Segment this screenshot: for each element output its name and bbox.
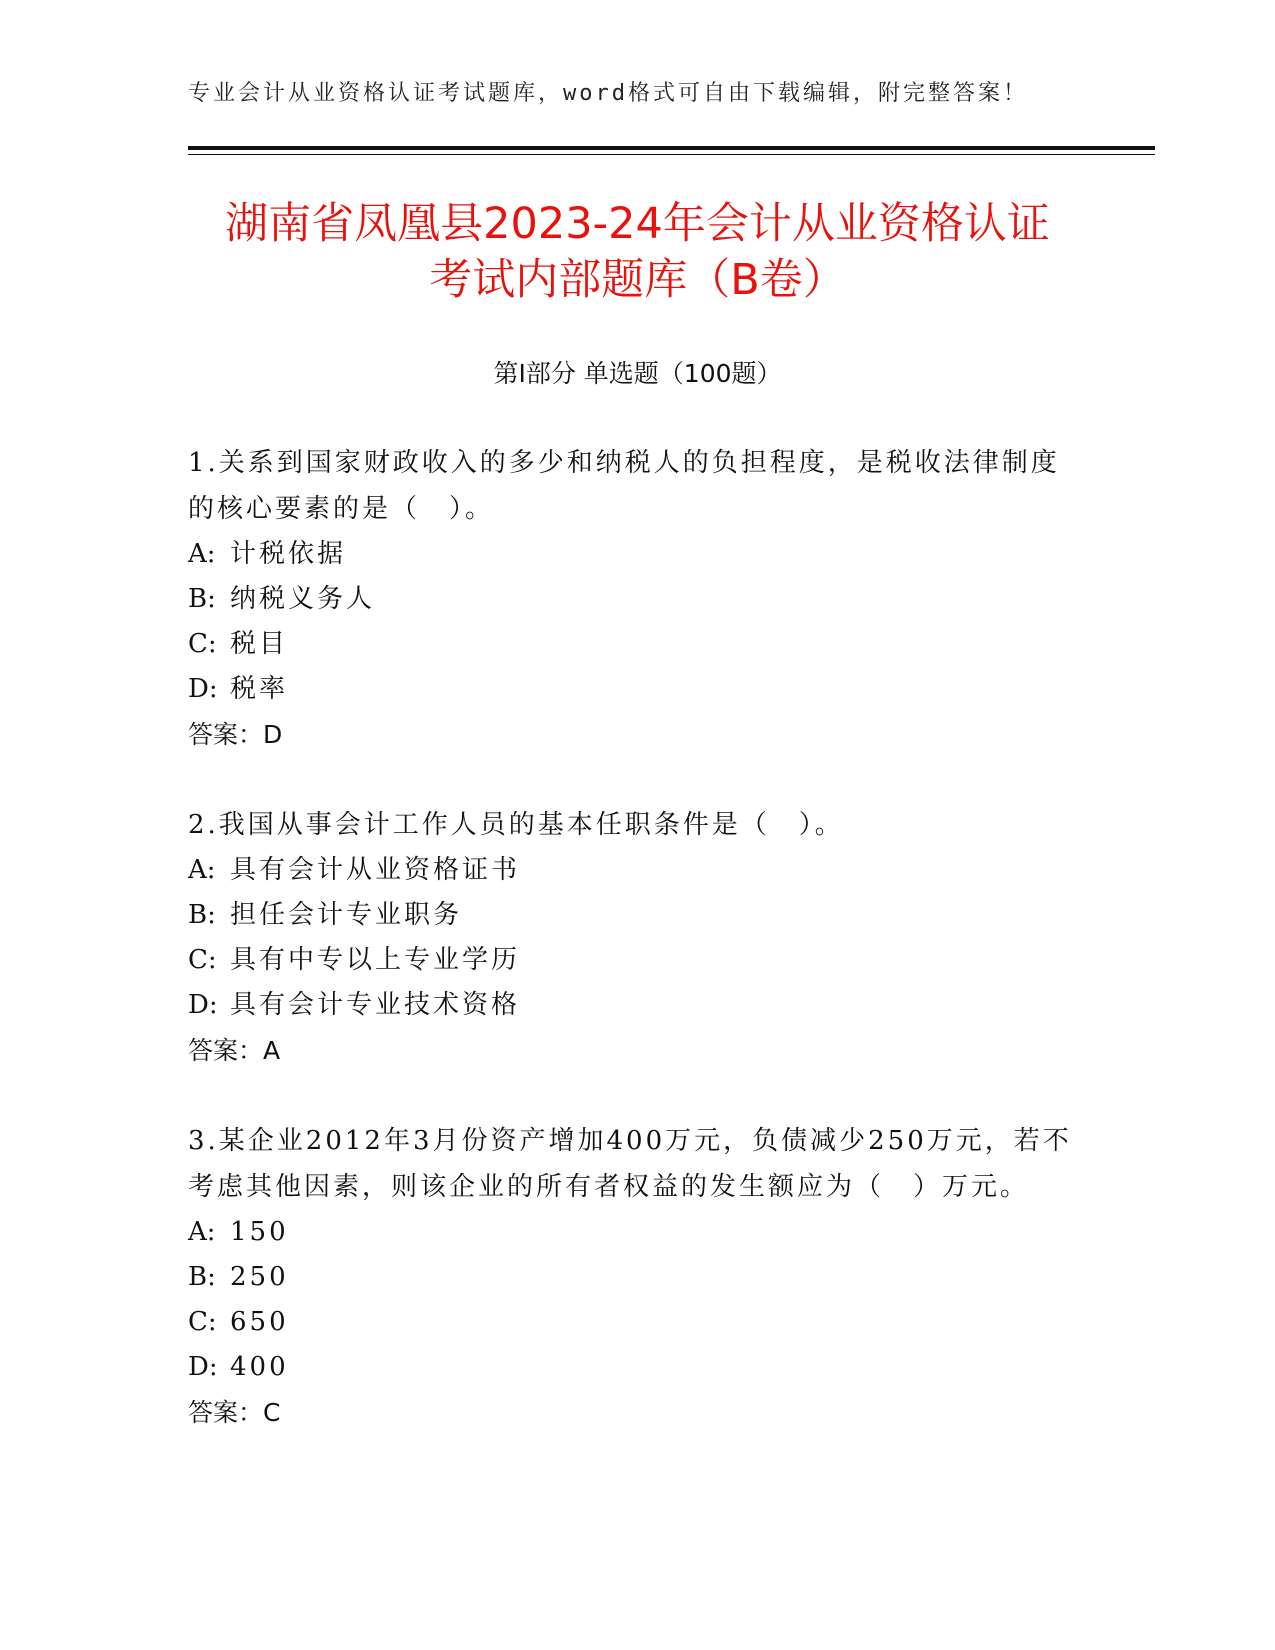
option-d: [188, 983, 1088, 1028]
option-letter: A:: [188, 855, 216, 885]
question: [188, 1118, 1088, 1436]
option-letter: B:: [188, 900, 216, 930]
option-text: 纳税义务人: [230, 584, 376, 614]
option-letter: D:: [188, 674, 218, 704]
question: [188, 440, 1088, 758]
option-text: 650: [230, 1307, 289, 1337]
question-answer: 答案：D: [188, 720, 283, 749]
option-text: 担任会计专业职务: [230, 900, 463, 930]
question: [188, 802, 1088, 1074]
option-b: [188, 893, 1088, 938]
option-b: [188, 1255, 1088, 1300]
option-text: 具有会计专业技术资格: [230, 990, 521, 1020]
option-text: 税率: [230, 674, 289, 704]
option-a: [188, 848, 1088, 893]
option-text: 税目: [230, 629, 289, 659]
option-letter: D:: [188, 1352, 218, 1382]
question-list: [188, 440, 1088, 1480]
question-stem: 3.某企业2012年3月份资产增加400万元，负债减少250万元，若不考虑其他因素，则该企业的所有者权益的发生额应为（ ）万元。: [188, 1126, 1072, 1202]
option-c: [188, 938, 1088, 983]
option-text: 400: [230, 1352, 289, 1382]
document-title-line1: 湖南省凤凰县2023-24年会计从业资格认证: [225, 199, 1050, 249]
option-text: 具有会计从业资格证书: [230, 855, 521, 885]
option-d: [188, 667, 1088, 712]
option-letter: C:: [188, 629, 217, 659]
document-title-line2: 考试内部题库（B卷）: [429, 255, 846, 305]
option-letter: A:: [188, 1217, 216, 1247]
option-letter: D:: [188, 990, 218, 1020]
question-answer: 答案：C: [188, 1398, 281, 1427]
option-letter: B:: [188, 584, 216, 614]
option-c: [188, 1300, 1088, 1345]
question-answer: 答案：A: [188, 1036, 281, 1065]
document-title: [160, 196, 1115, 308]
section-title: 第I部分 单选题（100题）: [493, 359, 782, 388]
option-letter: B:: [188, 1262, 216, 1292]
option-b: [188, 577, 1088, 622]
header-rule-thin: [188, 154, 1155, 155]
header-note: 专业会计从业资格认证考试题库，word格式可自由下载编辑，附完整答案！: [188, 81, 1028, 106]
header-rule-thick: [188, 146, 1155, 150]
option-a: [188, 1210, 1088, 1255]
option-text: 计税依据: [230, 539, 347, 569]
option-letter: C:: [188, 945, 217, 975]
option-a: [188, 532, 1088, 577]
question-stem: 1.关系到国家财政收入的多少和纳税人的负担程度，是税收法律制度的核心要素的是（ ）。: [188, 448, 1060, 524]
option-letter: A:: [188, 539, 216, 569]
option-text: 具有中专以上专业学历: [230, 945, 521, 975]
option-text: 250: [230, 1262, 289, 1292]
question-stem: 2.我国从事会计工作人员的基本任职条件是（ ）。: [188, 810, 844, 840]
option-text: 150: [230, 1217, 289, 1247]
option-c: [188, 622, 1088, 667]
option-letter: C:: [188, 1307, 217, 1337]
option-d: [188, 1345, 1088, 1390]
